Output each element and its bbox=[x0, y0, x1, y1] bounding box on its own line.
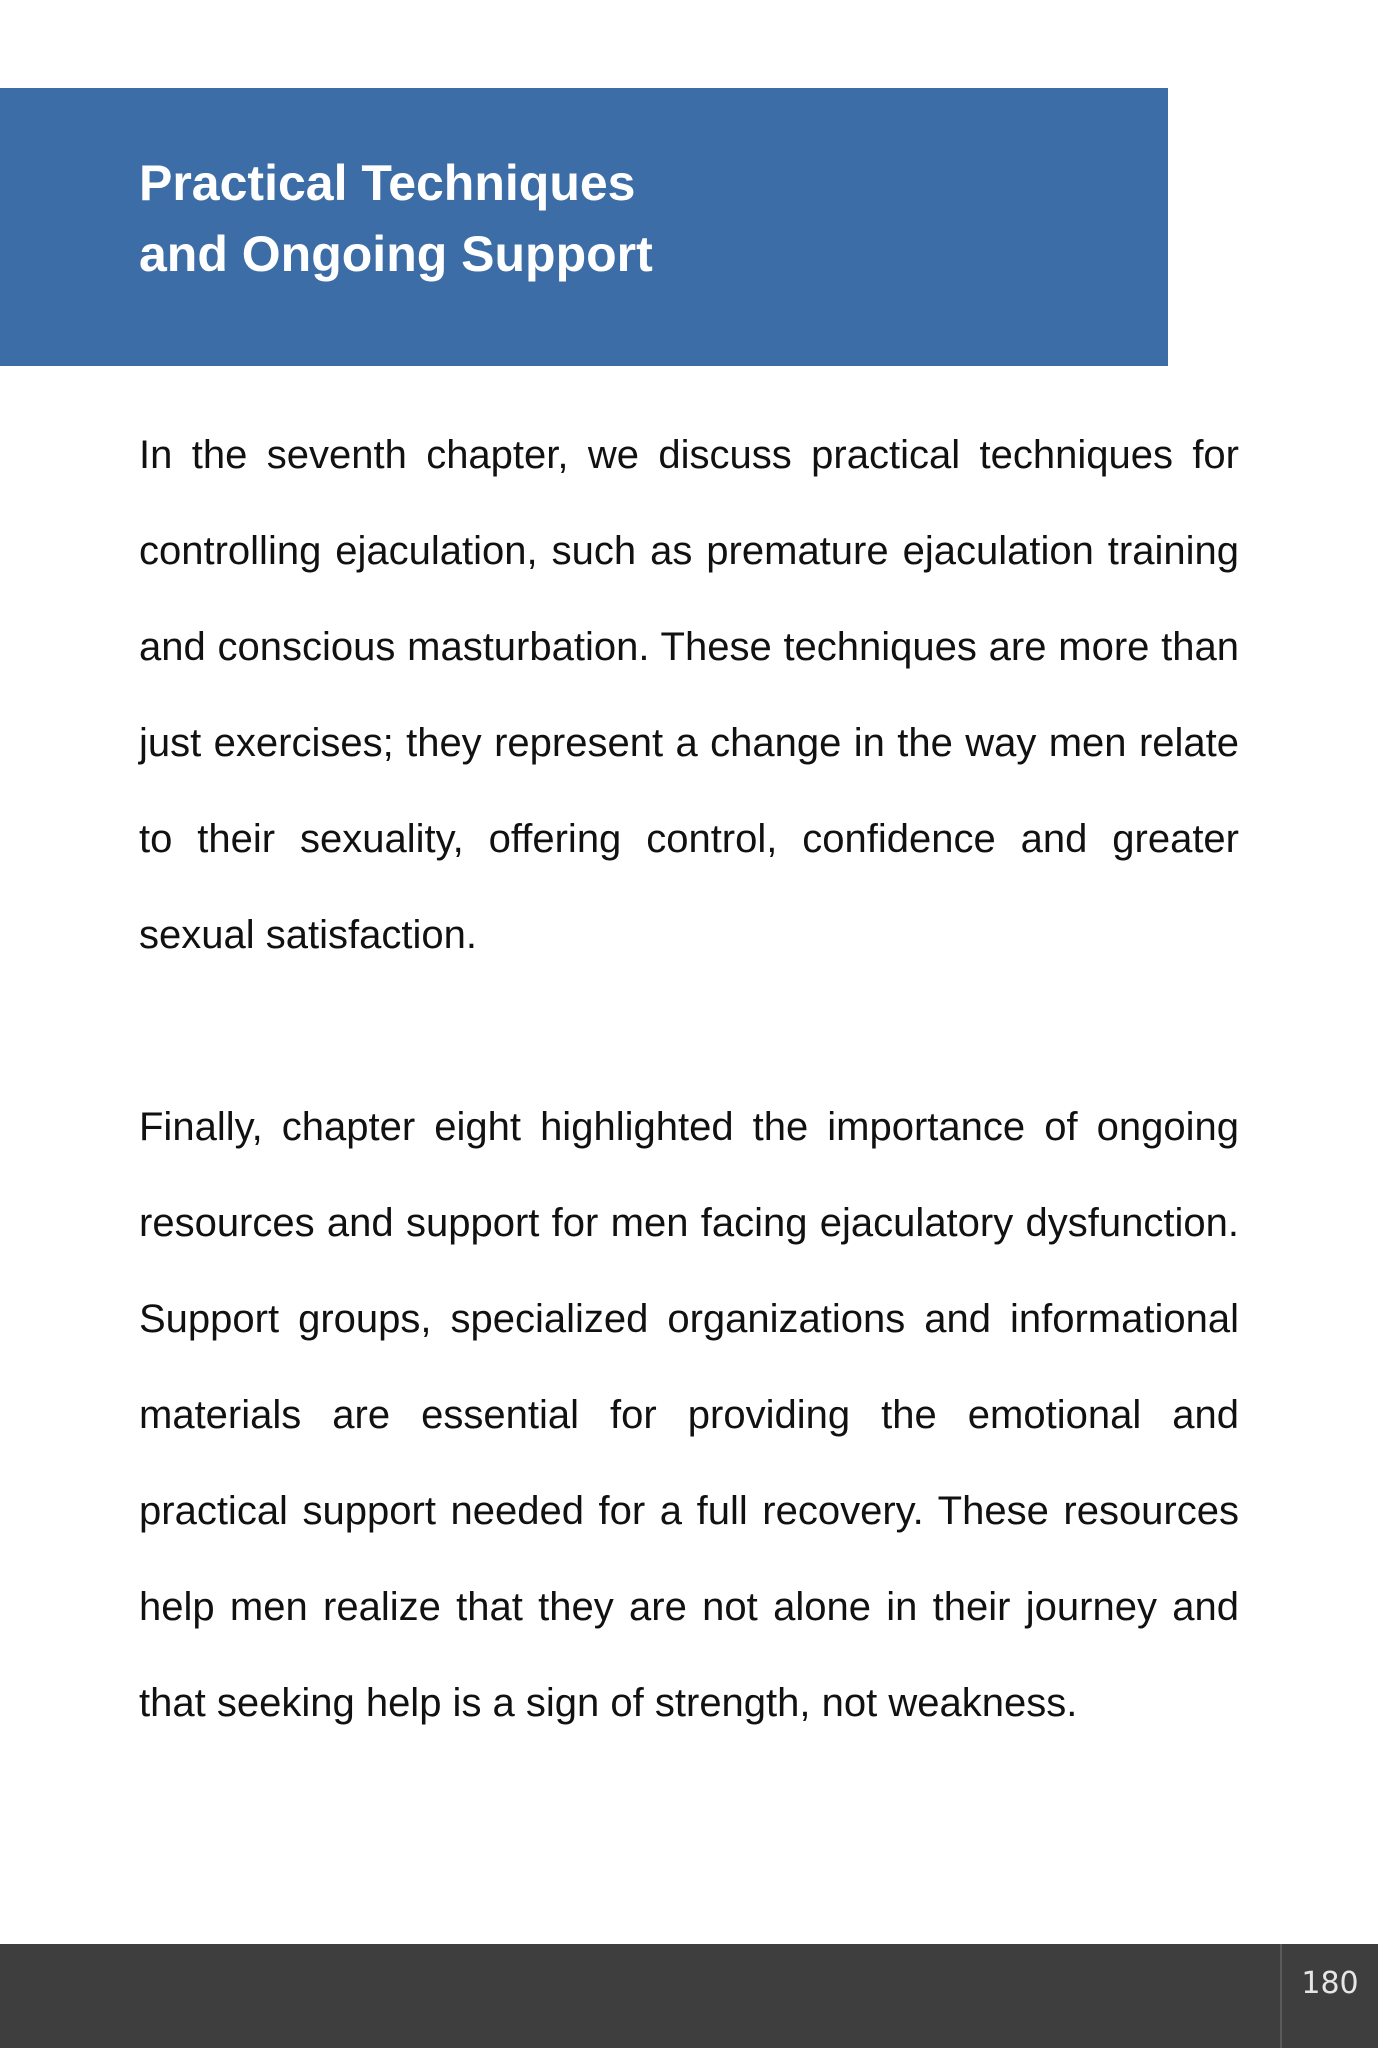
body-content bbox=[139, 407, 1239, 1751]
title-line-1: Practical Techniques bbox=[139, 155, 636, 211]
footer-bar bbox=[0, 1944, 1378, 2048]
page-number-box bbox=[1280, 1944, 1378, 2048]
paragraph-chapter-seven: In the seventh chapter, we discuss practical techniques for controlling ejaculation, such as premature ejaculation training and conscious masturbation. These techniques are more than just exercises; they represent a change in the way men relate to their sexuality, offering control, confidence and greater sexual satisfaction. bbox=[139, 433, 1239, 957]
title-line-2: and Ongoing Support bbox=[139, 226, 653, 282]
page-number: 180 bbox=[1301, 1966, 1359, 2001]
page-title bbox=[139, 148, 653, 290]
paragraph-chapter-eight: Finally, chapter eight highlighted the importance of ongoing resources and support for men facing ejaculatory dysfunction. Support groups, specialized organizations and informational materials are essential for providing the emotional and practical support needed for a full recovery. These resources help men realize that they are not alone in their journey and that seeking help is a sign of strength, not weakness. bbox=[139, 1105, 1239, 1725]
